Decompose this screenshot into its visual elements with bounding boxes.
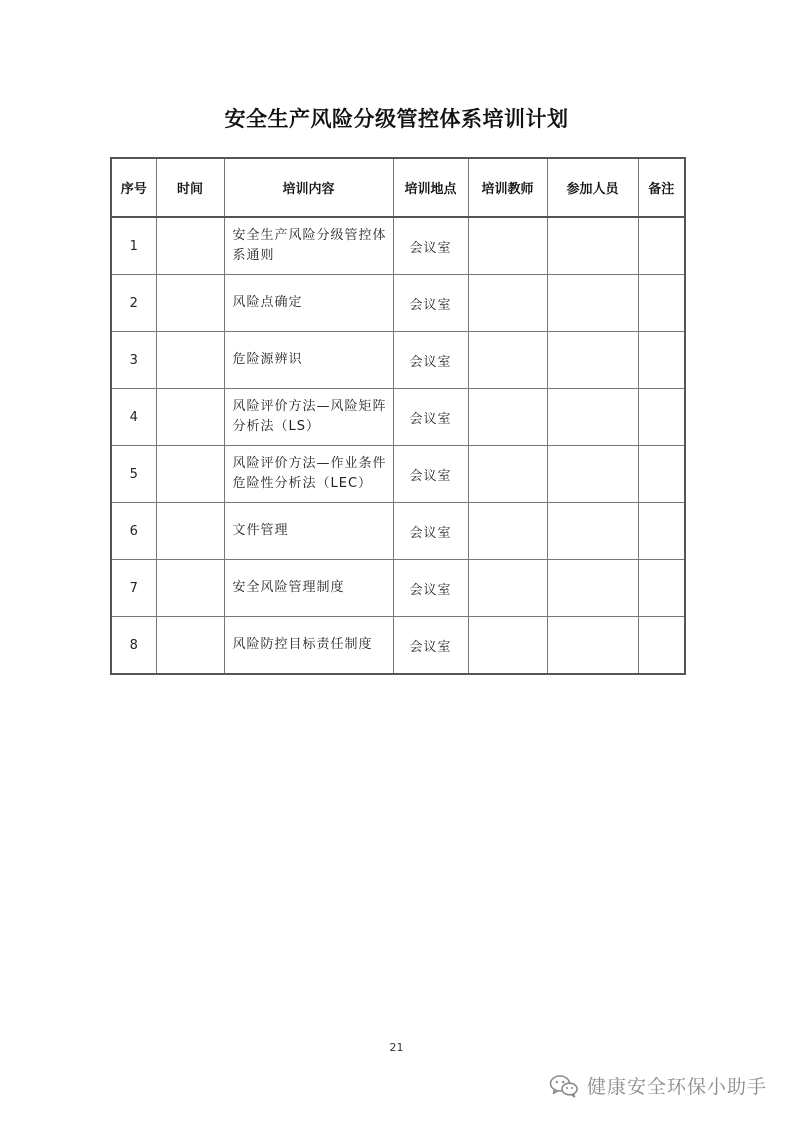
cell-remarks <box>638 560 685 617</box>
cell-index: 2 <box>111 275 156 332</box>
cell-time <box>156 446 224 503</box>
header-row <box>111 158 685 217</box>
cell-place: 会议室 <box>393 446 468 503</box>
cell-index: 7 <box>111 560 156 617</box>
cell-content: 危险源辨识 <box>224 332 393 389</box>
cell-time <box>156 332 224 389</box>
cell-time <box>156 217 224 275</box>
cell-time <box>156 560 224 617</box>
wechat-icon <box>549 1074 579 1098</box>
cell-attendees <box>547 560 638 617</box>
cell-teacher <box>468 503 547 560</box>
table-row <box>111 446 685 503</box>
document-title: 安全生产风险分级管控体系培训计划 <box>224 107 569 131</box>
header-time: 时间 <box>156 158 224 217</box>
cell-content: 安全风险管理制度 <box>224 560 393 617</box>
cell-index: 5 <box>111 446 156 503</box>
cell-time <box>156 275 224 332</box>
cell-attendees <box>547 217 638 275</box>
cell-place: 会议室 <box>393 332 468 389</box>
cell-content: 安全生产风险分级管控体系通则 <box>224 217 393 275</box>
cell-remarks <box>638 503 685 560</box>
table-row <box>111 560 685 617</box>
cell-teacher <box>468 389 547 446</box>
cell-time <box>156 503 224 560</box>
cell-place: 会议室 <box>393 275 468 332</box>
page-number: 21 <box>389 1041 404 1054</box>
cell-place: 会议室 <box>393 389 468 446</box>
cell-remarks <box>638 332 685 389</box>
header-attendees: 参加人员 <box>547 158 638 217</box>
cell-content: 风险点确定 <box>224 275 393 332</box>
cell-content: 文件管理 <box>224 503 393 560</box>
cell-remarks <box>638 617 685 675</box>
cell-index: 8 <box>111 617 156 675</box>
header-place: 培训地点 <box>393 158 468 217</box>
header-content: 培训内容 <box>224 158 393 217</box>
training-plan-table <box>110 157 686 675</box>
cell-attendees <box>547 503 638 560</box>
header-remarks: 备注 <box>638 158 685 217</box>
cell-time <box>156 617 224 675</box>
cell-remarks <box>638 275 685 332</box>
cell-attendees <box>547 617 638 675</box>
cell-content: 风险评价方法—作业条件危险性分析法（LEC） <box>224 446 393 503</box>
table-row <box>111 275 685 332</box>
header-teacher: 培训教师 <box>468 158 547 217</box>
cell-attendees <box>547 389 638 446</box>
cell-place: 会议室 <box>393 217 468 275</box>
cell-attendees <box>547 332 638 389</box>
table-row <box>111 217 685 275</box>
cell-remarks <box>638 217 685 275</box>
cell-teacher <box>468 617 547 675</box>
cell-remarks <box>638 446 685 503</box>
table-body <box>111 217 685 674</box>
header-index: 序号 <box>111 158 156 217</box>
table-header <box>111 158 685 217</box>
cell-content: 风险评价方法—风险矩阵分析法（LS） <box>224 389 393 446</box>
cell-attendees <box>547 275 638 332</box>
table-row <box>111 503 685 560</box>
cell-place: 会议室 <box>393 617 468 675</box>
cell-teacher <box>468 446 547 503</box>
cell-place: 会议室 <box>393 503 468 560</box>
table-row <box>111 617 685 675</box>
cell-index: 1 <box>111 217 156 275</box>
cell-content: 风险防控目标责任制度 <box>224 617 393 675</box>
cell-index: 4 <box>111 389 156 446</box>
watermark <box>549 1072 767 1099</box>
cell-index: 6 <box>111 503 156 560</box>
table-row <box>111 389 685 446</box>
cell-teacher <box>468 332 547 389</box>
cell-teacher <box>468 560 547 617</box>
cell-attendees <box>547 446 638 503</box>
cell-index: 3 <box>111 332 156 389</box>
cell-place: 会议室 <box>393 560 468 617</box>
table-row <box>111 332 685 389</box>
cell-remarks <box>638 389 685 446</box>
watermark-text: 健康安全环保小助手 <box>586 1076 767 1098</box>
cell-teacher <box>468 275 547 332</box>
cell-time <box>156 389 224 446</box>
cell-teacher <box>468 217 547 275</box>
